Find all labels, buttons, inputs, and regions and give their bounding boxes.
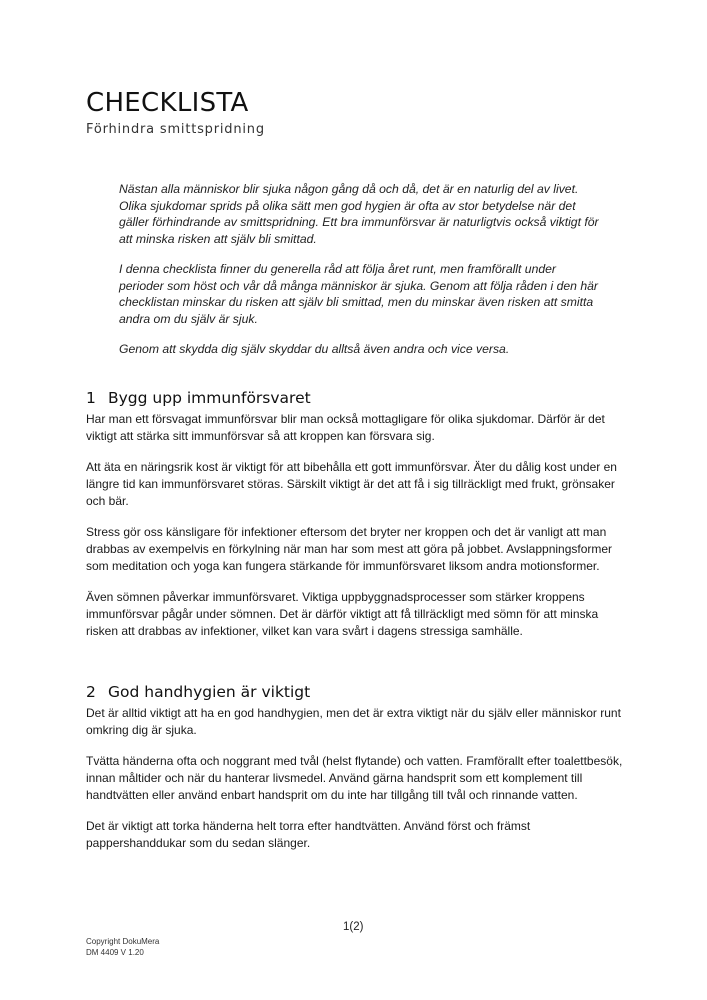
section-hand-hygiene: [86, 683, 626, 866]
section-paragraph: Det är alltid viktigt att ha en god handhygien, men det är extra viktigt när du själv eller människor runt omkring dig är sjuka.: [86, 706, 621, 737]
section-paragraph: Att äta en näringsrik kost är viktigt för att bibehålla ett gott immunförsvar. Äter du dålig kost under en längre tid kan immunförsvaret störas. Särskilt viktigt är det att få i sig tillräckligt med frukt, grönsaker och bär.: [86, 460, 617, 508]
copyright-text: Copyright DokuMera: [86, 937, 160, 946]
section-paragraph: Har man ett försvagat immunförsvar blir man också mottagligare för olika sjukdomar. Därför är det viktigt att stärka sitt immunförsvar så att kroppen kan försvara sig.: [86, 412, 605, 443]
section-heading: [86, 389, 626, 407]
page-number: 1(2): [343, 921, 364, 933]
document-title: CHECKLISTA: [86, 88, 249, 118]
section-paragraph: Även sömnen påverkar immunförsvaret. Viktiga uppbyggnadsprocesser som stärker kroppens immunförsvar pågår under sömnen. Det är därför viktigt att få tillräckligt med sömn för att minska risken att drabbas av infektioner, vilket kan vara svårt i dagens stressiga samhälle.: [86, 590, 599, 638]
intro-paragraph: Genom att skydda dig själv skyddar du alltså även andra och vice versa.: [119, 342, 510, 356]
intro-paragraph: Nästan alla människor blir sjuka någon gång då och då, det är en naturlig del av livet. Olika sjukdomar sprids på olika sätt men god hygien är ofta av stor betydelse när det gäller förhindrande av smittspridning. Ett bra immunförsvar är naturligtvis också viktigt för att minska risken att själv bli smittad.: [119, 182, 599, 246]
footer: [86, 936, 159, 958]
section-paragraph: Det är viktigt att torka händerna helt torra efter handtvätten. Använd först och främst pappershanddukar som du sedan slänger.: [86, 819, 531, 850]
intro-block: [119, 181, 599, 372]
section-heading: [86, 683, 626, 701]
section-immune-system: [86, 389, 626, 654]
intro-paragraph: I denna checklista finner du generella råd att följa året runt, men framförallt under perioder som höst och vår då många människor är sjuka. Genom att följa råden i den här checklistan minskar du risken att själv bli smittad, men du minskar även risken att smitta andra om du själv är sjuk.: [119, 262, 598, 326]
document-subtitle: Förhindra smittspridning: [86, 122, 265, 137]
section-paragraph: Stress gör oss känsligare för infektioner eftersom det bryter ner kroppen och det är vanligt att man drabbas av exempelvis en förkylning när man har som mest att göra på jobbet. Avslappningsformer som meditation och yoga kan fungera stärkande för immunförsvaret liksom andra motionsformer.: [86, 525, 613, 573]
section-heading-text: Bygg upp immunförsvaret: [108, 389, 311, 407]
section-heading-text: God handhygien är viktigt: [108, 683, 311, 701]
document-id: DM 4409 V 1.20: [86, 948, 144, 957]
section-number: 2: [86, 683, 96, 701]
section-number: 1: [86, 389, 96, 407]
section-paragraph: Tvätta händerna ofta och noggrant med tvål (helst flytande) och vatten. Framförallt efter toalettbesök, innan måltider och när du hanterar livsmedel. Använd gärna handsprit som ett komplement till handtvätten eller använd enbart handsprit om du inte har tillgång till tvål och rinnande vatten.: [86, 754, 623, 802]
